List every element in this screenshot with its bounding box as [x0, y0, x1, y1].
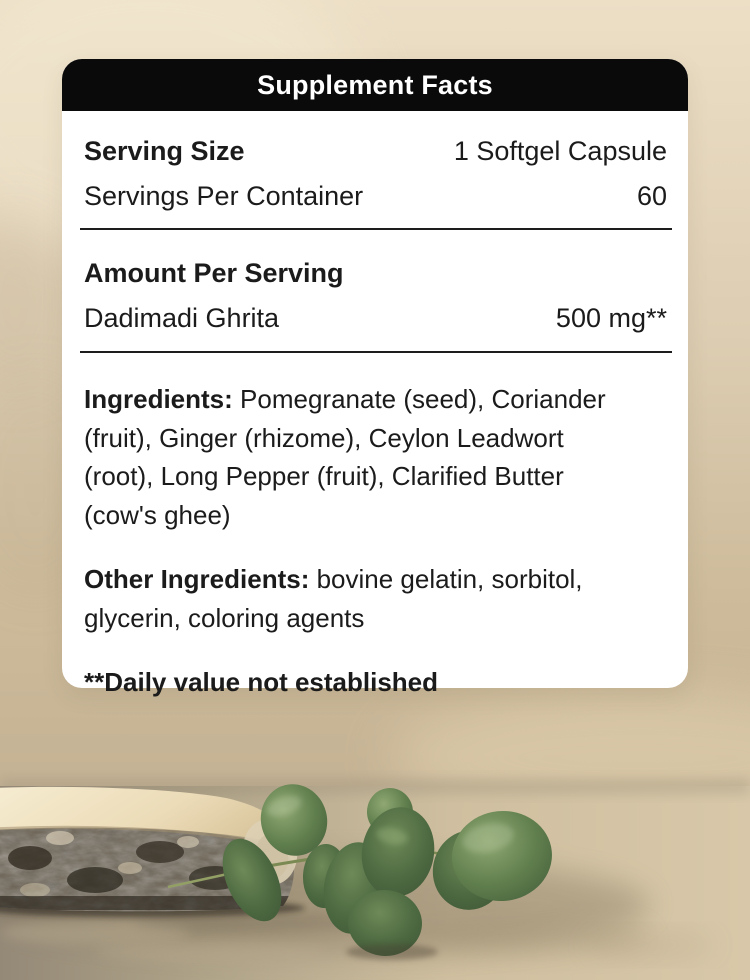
- ingredients-heading: Ingredients:: [84, 384, 233, 414]
- ingredient-name: Dadimadi Ghrita: [84, 303, 280, 333]
- divider: [80, 351, 672, 353]
- servings-per-container-row: [84, 179, 667, 214]
- panel-header: [62, 59, 688, 111]
- divider: [80, 228, 672, 230]
- servings-per-container-value: 60: [636, 181, 667, 211]
- leaf-contact-shadow: [346, 944, 438, 960]
- panel-title: Supplement Facts: [257, 69, 493, 100]
- panel-body: [62, 134, 688, 701]
- other-ingredients-paragraph: [84, 560, 626, 637]
- daily-value-footnote: **Daily value not established: [84, 667, 439, 697]
- serving-size-value: 1 Softgel Capsule: [453, 136, 667, 166]
- serving-size-row: [84, 134, 667, 169]
- serving-size-label: Serving Size: [84, 136, 245, 166]
- ingredients-list: Pomegranate (seed), Coriander (fruit), Ginger (rhizome), Ceylon Leadwort (root), Long Pepper (fruit), Clarified Butter (cow's ghee): [84, 384, 606, 530]
- other-ingredients-heading: Other Ingredients:: [84, 564, 310, 594]
- other-ingredients-list: bovine gelatin, sorbitol, glycerin, coloring agents: [84, 564, 583, 633]
- ingredients-paragraph: [84, 380, 626, 534]
- dadimadi-ghrita-row: [84, 301, 667, 336]
- servings-per-container-label: Servings Per Container: [84, 181, 364, 211]
- amount-per-serving-heading: Amount Per Serving: [84, 258, 344, 288]
- supplement-facts-panel: [62, 59, 688, 697]
- ingredient-amount: 500 mg**: [555, 303, 667, 333]
